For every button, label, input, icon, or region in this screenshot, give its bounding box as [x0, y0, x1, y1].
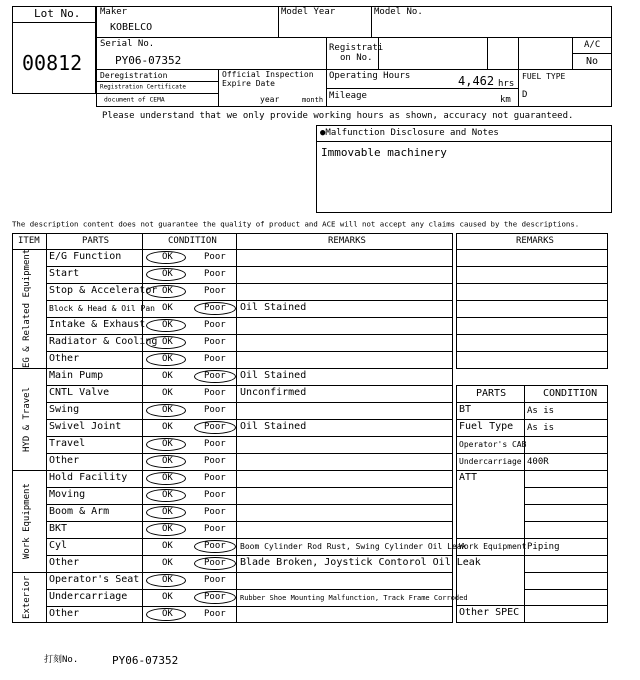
- poor-label: Poor: [204, 320, 226, 330]
- inspection-label-2: Expire Date: [222, 79, 275, 88]
- remark-text: Oil Stained: [240, 302, 307, 313]
- km-unit: km: [500, 95, 511, 105]
- footer-label: 打刻No.: [44, 655, 79, 665]
- header-remarks: REMARKS: [328, 236, 366, 246]
- ok-circle-mark: [146, 336, 186, 349]
- poor-label: Poor: [204, 473, 226, 483]
- disclaimer-text: The description content does not guarantee the quality of product and ACE will not accept any claims caused by the descriptions.: [12, 220, 580, 229]
- remark-text: Blade Broken, Joystick Contorol Oil Leak: [240, 557, 481, 568]
- part-name: BKT: [49, 523, 68, 534]
- ok-label: OK: [162, 473, 173, 483]
- ok-label: OK: [162, 490, 173, 500]
- group-label: EG & Related Equipment: [22, 248, 32, 368]
- header-parts: PARTS: [82, 236, 110, 246]
- ok-label: OK: [162, 303, 173, 313]
- poor-circle-mark: [194, 421, 236, 434]
- ok-circle-mark: [146, 251, 186, 264]
- side-condition-value: As is: [527, 406, 555, 416]
- poor-label: Poor: [204, 456, 226, 466]
- part-name: Other: [49, 557, 80, 568]
- side-condition-value: As is: [527, 423, 555, 433]
- ok-circle-mark: [146, 319, 186, 332]
- year-label: year: [260, 95, 280, 104]
- ok-label: OK: [162, 541, 173, 551]
- ok-circle-mark: [146, 455, 186, 468]
- group-label: HYD & Travel: [22, 386, 32, 452]
- cema-label: document of CEMA: [104, 96, 165, 104]
- fuel-type-label: FUEL TYPE: [522, 72, 566, 81]
- lot-label: Lot No.: [34, 7, 81, 20]
- poor-label: Poor: [204, 252, 226, 262]
- side-condition-value: Piping: [527, 542, 560, 552]
- ok-label: OK: [162, 558, 173, 568]
- ok-label: OK: [162, 422, 173, 432]
- ok-circle-mark: [146, 404, 186, 417]
- model-no-label: Model No.: [374, 7, 423, 17]
- remark-text: Rubber Shoe Mounting Malfunction, Track Frame Corroded: [240, 594, 468, 602]
- side-part-name: Fuel Type: [459, 421, 514, 432]
- poor-label: Poor: [204, 575, 226, 585]
- ok-label: OK: [162, 286, 173, 296]
- part-name: Other: [49, 455, 80, 466]
- part-name: Boom & Arm: [49, 506, 110, 517]
- poor-label: Poor: [204, 439, 226, 449]
- ac-value: No: [586, 56, 599, 67]
- ok-circle-mark: [146, 285, 186, 298]
- serial-value: PY06-07352: [115, 54, 182, 67]
- ok-circle-mark: [146, 472, 186, 485]
- poor-label: Poor: [204, 269, 226, 279]
- part-name: Radiator & Cooling: [49, 336, 158, 347]
- operating-hours-label: Operating Hours: [329, 71, 411, 81]
- part-name: Moving: [49, 489, 86, 500]
- poor-label: Poor: [204, 354, 226, 364]
- remark-text: Boom Cylinder Rod Rust, Swing Cylinder Oil Leak: [240, 542, 467, 551]
- ok-label: OK: [162, 439, 173, 449]
- ac-label: A/C: [584, 40, 601, 50]
- ok-circle-mark: [146, 489, 186, 502]
- registration-label-2: on No.: [340, 53, 373, 63]
- side-condition-value: 400R: [527, 457, 549, 467]
- deregistration-label: Deregistration: [100, 71, 168, 80]
- maker-label: Maker: [100, 7, 128, 17]
- poor-label: Poor: [204, 609, 226, 619]
- model-year-label: Model Year: [281, 7, 336, 17]
- registration-label: Registrati: [329, 43, 384, 53]
- ok-label: OK: [162, 388, 173, 398]
- side-part-name: Operator's CAB: [459, 440, 527, 449]
- poor-label: Poor: [204, 592, 226, 602]
- ok-circle-mark: [146, 506, 186, 519]
- ok-circle-mark: [146, 523, 186, 536]
- malfunction-text: Immovable machinery: [321, 146, 447, 159]
- ok-label: OK: [162, 337, 173, 347]
- poor-label: Poor: [204, 371, 226, 381]
- part-name: Swing: [49, 404, 80, 415]
- lot-number: 00812: [22, 51, 83, 75]
- fuel-type-value: D: [522, 90, 528, 100]
- group-label: Work Equipment: [22, 483, 32, 559]
- header-remarks-2: REMARKS: [516, 236, 554, 246]
- serial-label: Serial No.: [100, 39, 155, 49]
- poor-circle-mark: [194, 540, 236, 553]
- poor-label: Poor: [204, 422, 226, 432]
- month-label: month: [302, 96, 324, 104]
- part-name: Intake & Exhaust: [49, 319, 146, 330]
- ok-label: OK: [162, 320, 173, 330]
- ok-label: OK: [162, 252, 173, 262]
- poor-label: Poor: [204, 490, 226, 500]
- side-part-name: Undercarriage: [459, 457, 522, 466]
- notice-text: Please understand that we only provide working hours as shown, accuracy not guaranteed.: [102, 111, 574, 121]
- part-name: Start: [49, 268, 80, 279]
- poor-label: Poor: [204, 507, 226, 517]
- remark-text: Unconfirmed: [240, 387, 307, 398]
- remark-text: Oil Stained: [240, 421, 307, 432]
- side-part-name: ATT: [459, 472, 478, 483]
- ok-label: OK: [162, 456, 173, 466]
- ok-circle-mark: [146, 438, 186, 451]
- part-name: E/G Function: [49, 251, 122, 262]
- header-condition: CONDITION: [168, 236, 217, 246]
- side-part-name: Other SPEC: [459, 607, 520, 618]
- part-name: Hold Facility: [49, 472, 128, 483]
- poor-label: Poor: [204, 286, 226, 296]
- side-condition-header: CONDITION: [543, 388, 598, 399]
- side-part-name: Work Equipment: [459, 542, 527, 551]
- group-label: Exterior: [22, 575, 32, 620]
- part-name: Other: [49, 353, 80, 364]
- part-name: Travel: [49, 438, 86, 449]
- poor-circle-mark: [194, 370, 236, 383]
- ok-label: OK: [162, 371, 173, 381]
- part-name: Undercarriage: [49, 591, 128, 602]
- ok-label: OK: [162, 575, 173, 585]
- part-name: Block & Head & Oil Pan: [49, 304, 155, 313]
- part-name: Operator's Seat: [49, 574, 140, 585]
- malfunction-box: [316, 125, 612, 213]
- side-parts-header: PARTS: [476, 388, 507, 399]
- poor-circle-mark: [194, 557, 236, 570]
- part-name: Cyl: [49, 540, 68, 551]
- ok-label: OK: [162, 405, 173, 415]
- header-item: ITEM: [18, 236, 40, 246]
- malfunction-title: ●Malfunction Disclosure and Notes: [320, 128, 499, 138]
- ok-label: OK: [162, 269, 173, 279]
- remark-text: Oil Stained: [240, 370, 307, 381]
- part-name: CNTL Valve: [49, 387, 110, 398]
- part-name: Swivel Joint: [49, 421, 122, 432]
- poor-label: Poor: [204, 337, 226, 347]
- part-name: Stop & Accelerator: [49, 285, 158, 296]
- poor-label: Poor: [204, 388, 226, 398]
- registration-certificate-label: Registration Certificate: [100, 83, 186, 90]
- poor-circle-mark: [194, 302, 236, 315]
- side-part-name: BT: [459, 404, 472, 415]
- inspection-label: Official Inspection: [222, 70, 314, 79]
- poor-circle-mark: [194, 591, 236, 604]
- poor-label: Poor: [204, 558, 226, 568]
- ok-circle-mark: [146, 268, 186, 281]
- ok-label: OK: [162, 592, 173, 602]
- part-name: Main Pump: [49, 370, 104, 381]
- part-name: Other: [49, 608, 80, 619]
- ok-circle-mark: [146, 574, 186, 587]
- maker-value: KOBELCO: [110, 22, 153, 33]
- ok-circle-mark: [146, 353, 186, 366]
- hrs-unit: hrs: [498, 79, 515, 89]
- poor-label: Poor: [204, 541, 226, 551]
- ok-label: OK: [162, 524, 173, 534]
- ok-label: OK: [162, 354, 173, 364]
- poor-label: Poor: [204, 524, 226, 534]
- poor-label: Poor: [204, 405, 226, 415]
- operating-hours-value: 4,462: [458, 74, 495, 88]
- ok-circle-mark: [146, 608, 186, 621]
- poor-label: Poor: [204, 303, 226, 313]
- ok-label: OK: [162, 609, 173, 619]
- footer-value: PY06-07352: [112, 654, 179, 667]
- ok-label: OK: [162, 507, 173, 517]
- mileage-label: Mileage: [329, 91, 367, 101]
